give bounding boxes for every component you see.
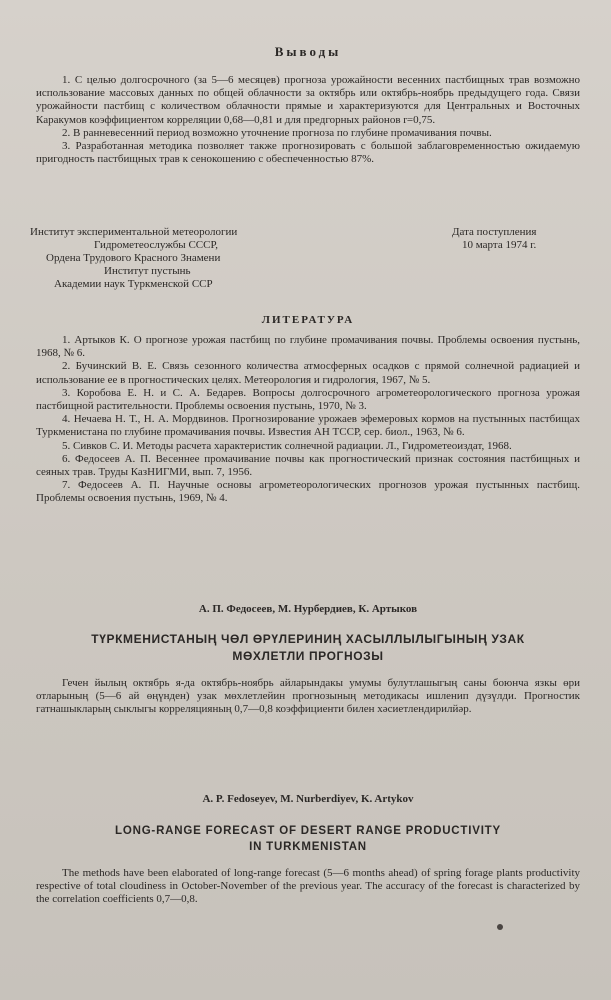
institute-line: Ордена Трудового Красного Знамени [46,252,221,264]
reference-item: 5. Сивков С. И. Методы расчета характеристик солнечной радиации. Л., Гидрометеоиздат, 1968. [62,439,512,452]
institute-line: Академии наук Туркменской ССР [54,278,213,290]
english-abstract: The methods have been elaborated of long-range forecast (5—6 months ahead) of spring forage plants productivity respective of total cloudiness in October-November of the previous year. The accuracy of the forecast is characterized by the correlation coefficients 0,7—0,8. [36,867,580,906]
conclusions-section [36,44,580,166]
reference-item: 7. Федосеев А. П. Научные основы агрометеорологических прогнозов урожая пустынных пастбищ. Проблемы освоения пустынь, 1969, № 4. [36,479,580,505]
turkmen-title-line: МӨХЛЕТЛИ ПРОГНОЗЫ [232,649,384,663]
conclusion-item: 1. С целью долгосрочного (за 5—6 месяцев) прогноза урожайности весенних пастбищных трав возможно использование массовых данных по общей облачности за октябрь или октябрь-ноябрь предыдущего года. Связи урожайности пастбищ с количеством облачности прямые и характеризуются для Центральных и Восточных Каракумов коэффициентом корреляции 0,68—0,81 и для предгорных районов r=0,75. [36,74,580,126]
reference-item: 3. Коробова Е. Н. и С. А. Бедарев. Вопросы долгосрочного агрометеорологического прогноза урожая пастбищной растительности. Проблемы освоения пустынь, 1970, № 3. [36,386,580,413]
reference-item: 6. Федосеев А. П. Весеннее промачивание почвы как прогностический признак состояния пастбищных и сеяных трав. Труды КазНИГМИ, вып. 7, 1956. [36,452,580,479]
conclusion-item: 3. Разработанная методика позволяет также прогнозировать с большой заблаговременностью ожидаемую пригодность пастбищных трав к сенокошению с обеспеченностью 87%. [36,140,580,166]
institute-line: Институт экспериментальной метеорологии [30,226,238,238]
turkmen-authors: А. П. Федосеев, М. Нурбердиев, К. Артыков [198,603,418,615]
english-title-line: IN TURKMENISTAN [249,841,367,853]
institute-block [30,226,330,291]
reference-item: 1. Артыков К. О прогнозе урожая пастбищ по глубине промачивания почвы. Проблемы освоения пустынь, 1968, № 6. [36,334,580,360]
turkmen-summary [36,603,580,717]
conclusion-item: 2. В ранневесенний период возможно уточнение прогноза по глубине промачивания почвы. [62,126,492,139]
date-label: Дата поступления [452,226,537,238]
conclusions-heading: Выводы [274,44,342,59]
literature-heading: ЛИТЕРАТУРА [261,314,355,326]
institute-line: Институт пустынь [104,265,191,277]
reference-item: 2. Бучинский В. Е. Связь сезонного количества атмосферных осадков с прямой солнечной радиацией и использование ее в прогностических целях. Метеорология и гидрология, 1967, № 5. [36,360,580,386]
english-authors: A. P. Fedoseyev, M. Nurberdiyev, K. Artykov [202,793,414,805]
literature-section [36,314,580,506]
received-date-block [452,226,592,252]
turkmen-title-line: ТҮРКМЕНИСТАНЫҢ ЧӨЛ ӨРҮЛЕРИНИҢ ХАСЫЛЛЫЛЫГЫНЫҢ УЗАК [91,632,525,646]
reference-item: 4. Нечаева Н. Т., Н. А. Мордвинов. Прогнозирование урожаев эфемеровых кормов на пустынных пастбищах Туркменистана по глубине промачивания почвы. Известия АН ТССР, сер. биол., 1963, № 6. [36,413,580,439]
ink-dot [497,924,503,930]
english-summary [36,793,580,907]
turkmen-abstract: Гечен йылың октябрь я-да октябрь-ноябрь айларындакы умумы булутлашыгың саны боюнча язкы өри отларының (5—6 ай өңүнден) узак мөхлетлейин прогнозының методикасы ишленип дүзүлди. Прогностик гатнашыкларың сыклыгы корреляцияның 0,7—0,8 коэффициенти билен хәсиетлендирилйәр. [36,677,580,716]
english-title-line: LONG-RANGE FORECAST OF DESERT RANGE PRODUCTIVITY [115,825,501,837]
date-value: 10 марта 1974 г. [462,239,537,251]
institute-line: Гидрометеослужбы СССР, [94,239,218,251]
